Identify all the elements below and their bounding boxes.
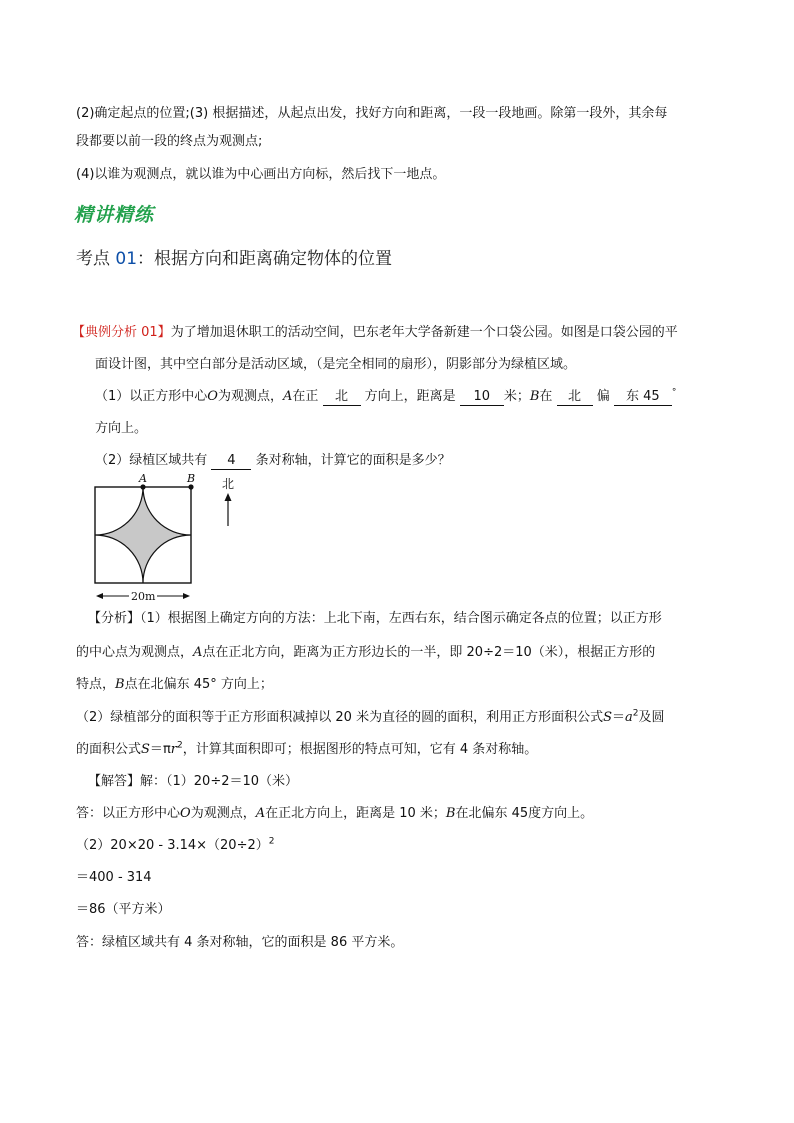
intro-line-3: (4)以谁为观测点，就以谁为中心画出方向标，然后找下一地点。 [76, 167, 446, 182]
q1-text: 在 [539, 389, 553, 404]
formula-symbol: π [162, 742, 171, 757]
point-b: B [115, 677, 125, 692]
analysis-text: （1）根据图上确定方向的方法：上北下南，左西右东，结合图示确定各点的位置；以正方形 [140, 611, 662, 626]
analysis-line-2 [76, 644, 655, 662]
q1-text: 方向上，距离是 [364, 389, 456, 404]
label-a: A [139, 472, 147, 485]
topic-prefix: 考点 [76, 249, 110, 269]
answer-line-5: ＝86（平方米） [76, 902, 171, 917]
point-o: O [180, 806, 191, 821]
formula-exponent: 2 [268, 836, 275, 847]
analysis-text: ，计算其面积即可；根据图形的特点可知，它有 4 条对称轴。 [182, 742, 538, 757]
analysis-text: （2）绿植部分的面积等于正方形面积减掉以 20 米为直径的圆的面积，利用正方形面积公式 [76, 710, 604, 725]
north-arrow-icon [225, 493, 232, 501]
answer-blank-distance: 10 [460, 389, 504, 406]
analysis-text: 及圆 [638, 710, 665, 725]
point-b-dot [188, 484, 193, 489]
analysis-line-4 [76, 709, 665, 727]
question-1 [95, 388, 676, 406]
point-b: B [445, 806, 456, 821]
analysis-text: 点在北偏东 45° 方向上； [124, 677, 273, 692]
q1-text: 米； [503, 389, 530, 404]
degree-sign: ° [671, 387, 677, 398]
label-b: B [187, 472, 196, 485]
dimension-arrow-left [96, 593, 103, 599]
dimension-label: 20m [131, 590, 156, 603]
answer-line-2 [76, 805, 593, 823]
answer-text: 在北偏东 45度方向上。 [455, 806, 594, 821]
analysis-text: 特点， [76, 677, 116, 692]
analysis-line-1 [88, 610, 662, 628]
topic-text: ：根据方向和距离确定物体的位置 [137, 249, 393, 269]
q1-text: 为观测点， [217, 389, 283, 404]
answer-blank-east-angle: 东 45 [614, 389, 672, 406]
example-line-2: 面设计图，其中空白部分是活动区域，（是完全相同的扇形），阴影部分为绿植区域。 [95, 357, 577, 372]
analysis-tag: 【分析】 [88, 611, 141, 626]
answer-tag: 【解答】 [88, 774, 141, 789]
answer-text: 答：以正方形中心 [76, 806, 181, 821]
answer-blank-north: 北 [557, 389, 593, 406]
answer-blank-axes: 4 [211, 453, 251, 470]
question-2 [95, 452, 451, 470]
example-tag: 【典例分析 01】 [72, 325, 171, 340]
answer-line-4: ＝400 - 314 [76, 870, 152, 885]
dimension-arrow-right [183, 593, 190, 599]
point-a-dot [140, 484, 145, 489]
analysis-text: 的面积公式 [76, 742, 142, 757]
question-1-line-2: 方向上。 [95, 421, 148, 436]
north-label: 北 [222, 477, 235, 491]
answer-line-1 [88, 773, 298, 791]
point-a: A [282, 389, 293, 404]
q1-text: 在正 [292, 389, 319, 404]
formula-exponent: 2 [176, 740, 183, 751]
analysis-text: 的中心点为观测点， [76, 645, 194, 660]
point-a: A [193, 645, 203, 660]
topic-title [76, 244, 392, 269]
point-a: A [255, 806, 266, 821]
answer-line-6: 答：绿植区域共有 4 条对称轴，它的面积是 86 平方米。 [76, 935, 404, 950]
q1-text: （1）以正方形中心 [95, 389, 208, 404]
section-heading: 精讲精练 [74, 204, 155, 226]
formula-exponent: 2 [632, 708, 639, 719]
answer-line-3 [76, 837, 274, 855]
analysis-line-3 [76, 676, 273, 694]
point-o: O [207, 389, 218, 404]
answer-blank-direction: 北 [323, 389, 361, 406]
q2-text: 条对称轴，计算它的面积是多少？ [255, 453, 451, 468]
intro-line-2: 段都要以前一段的终点为观测点; [76, 134, 263, 149]
formula-symbol: r [170, 742, 177, 757]
example-line-1 [72, 324, 678, 342]
formula-symbol: S [141, 742, 150, 757]
q2-text: （2）绿植区域共有 [95, 453, 208, 468]
example-text-1: 为了增加退休职工的活动空间，巴东老年大学备新建一个口袋公园。如图是口袋公园的平 [170, 325, 678, 340]
topic-number: 01 [115, 249, 138, 269]
answer-text: （2）20×20 - 3.14×（20÷2） [76, 838, 269, 853]
formula-symbol: ＝ [612, 710, 626, 725]
analysis-line-5 [76, 741, 537, 759]
analysis-text: 点在正北方向，距离为正方形边长的一半，即 20÷2＝10（米），根据正方形的 [202, 645, 656, 660]
answer-text: 为观测点， [190, 806, 256, 821]
formula-symbol: ＝ [149, 742, 163, 757]
intro-line-1: (2)确定起点的位置;(3) 根据描述，从起点出发，找好方向和距离，一段一段地画。除第一段外，其余每 [76, 106, 668, 121]
answer-text: 解：（1）20÷2＝10（米） [140, 774, 299, 789]
q1-text: 偏 [596, 389, 610, 404]
point-b: B [529, 389, 540, 404]
park-diagram [85, 470, 255, 610]
answer-text: 在正北方向上，距离是 10 米； [265, 806, 446, 821]
formula-symbol: a [625, 710, 633, 725]
formula-symbol: S [603, 710, 612, 725]
